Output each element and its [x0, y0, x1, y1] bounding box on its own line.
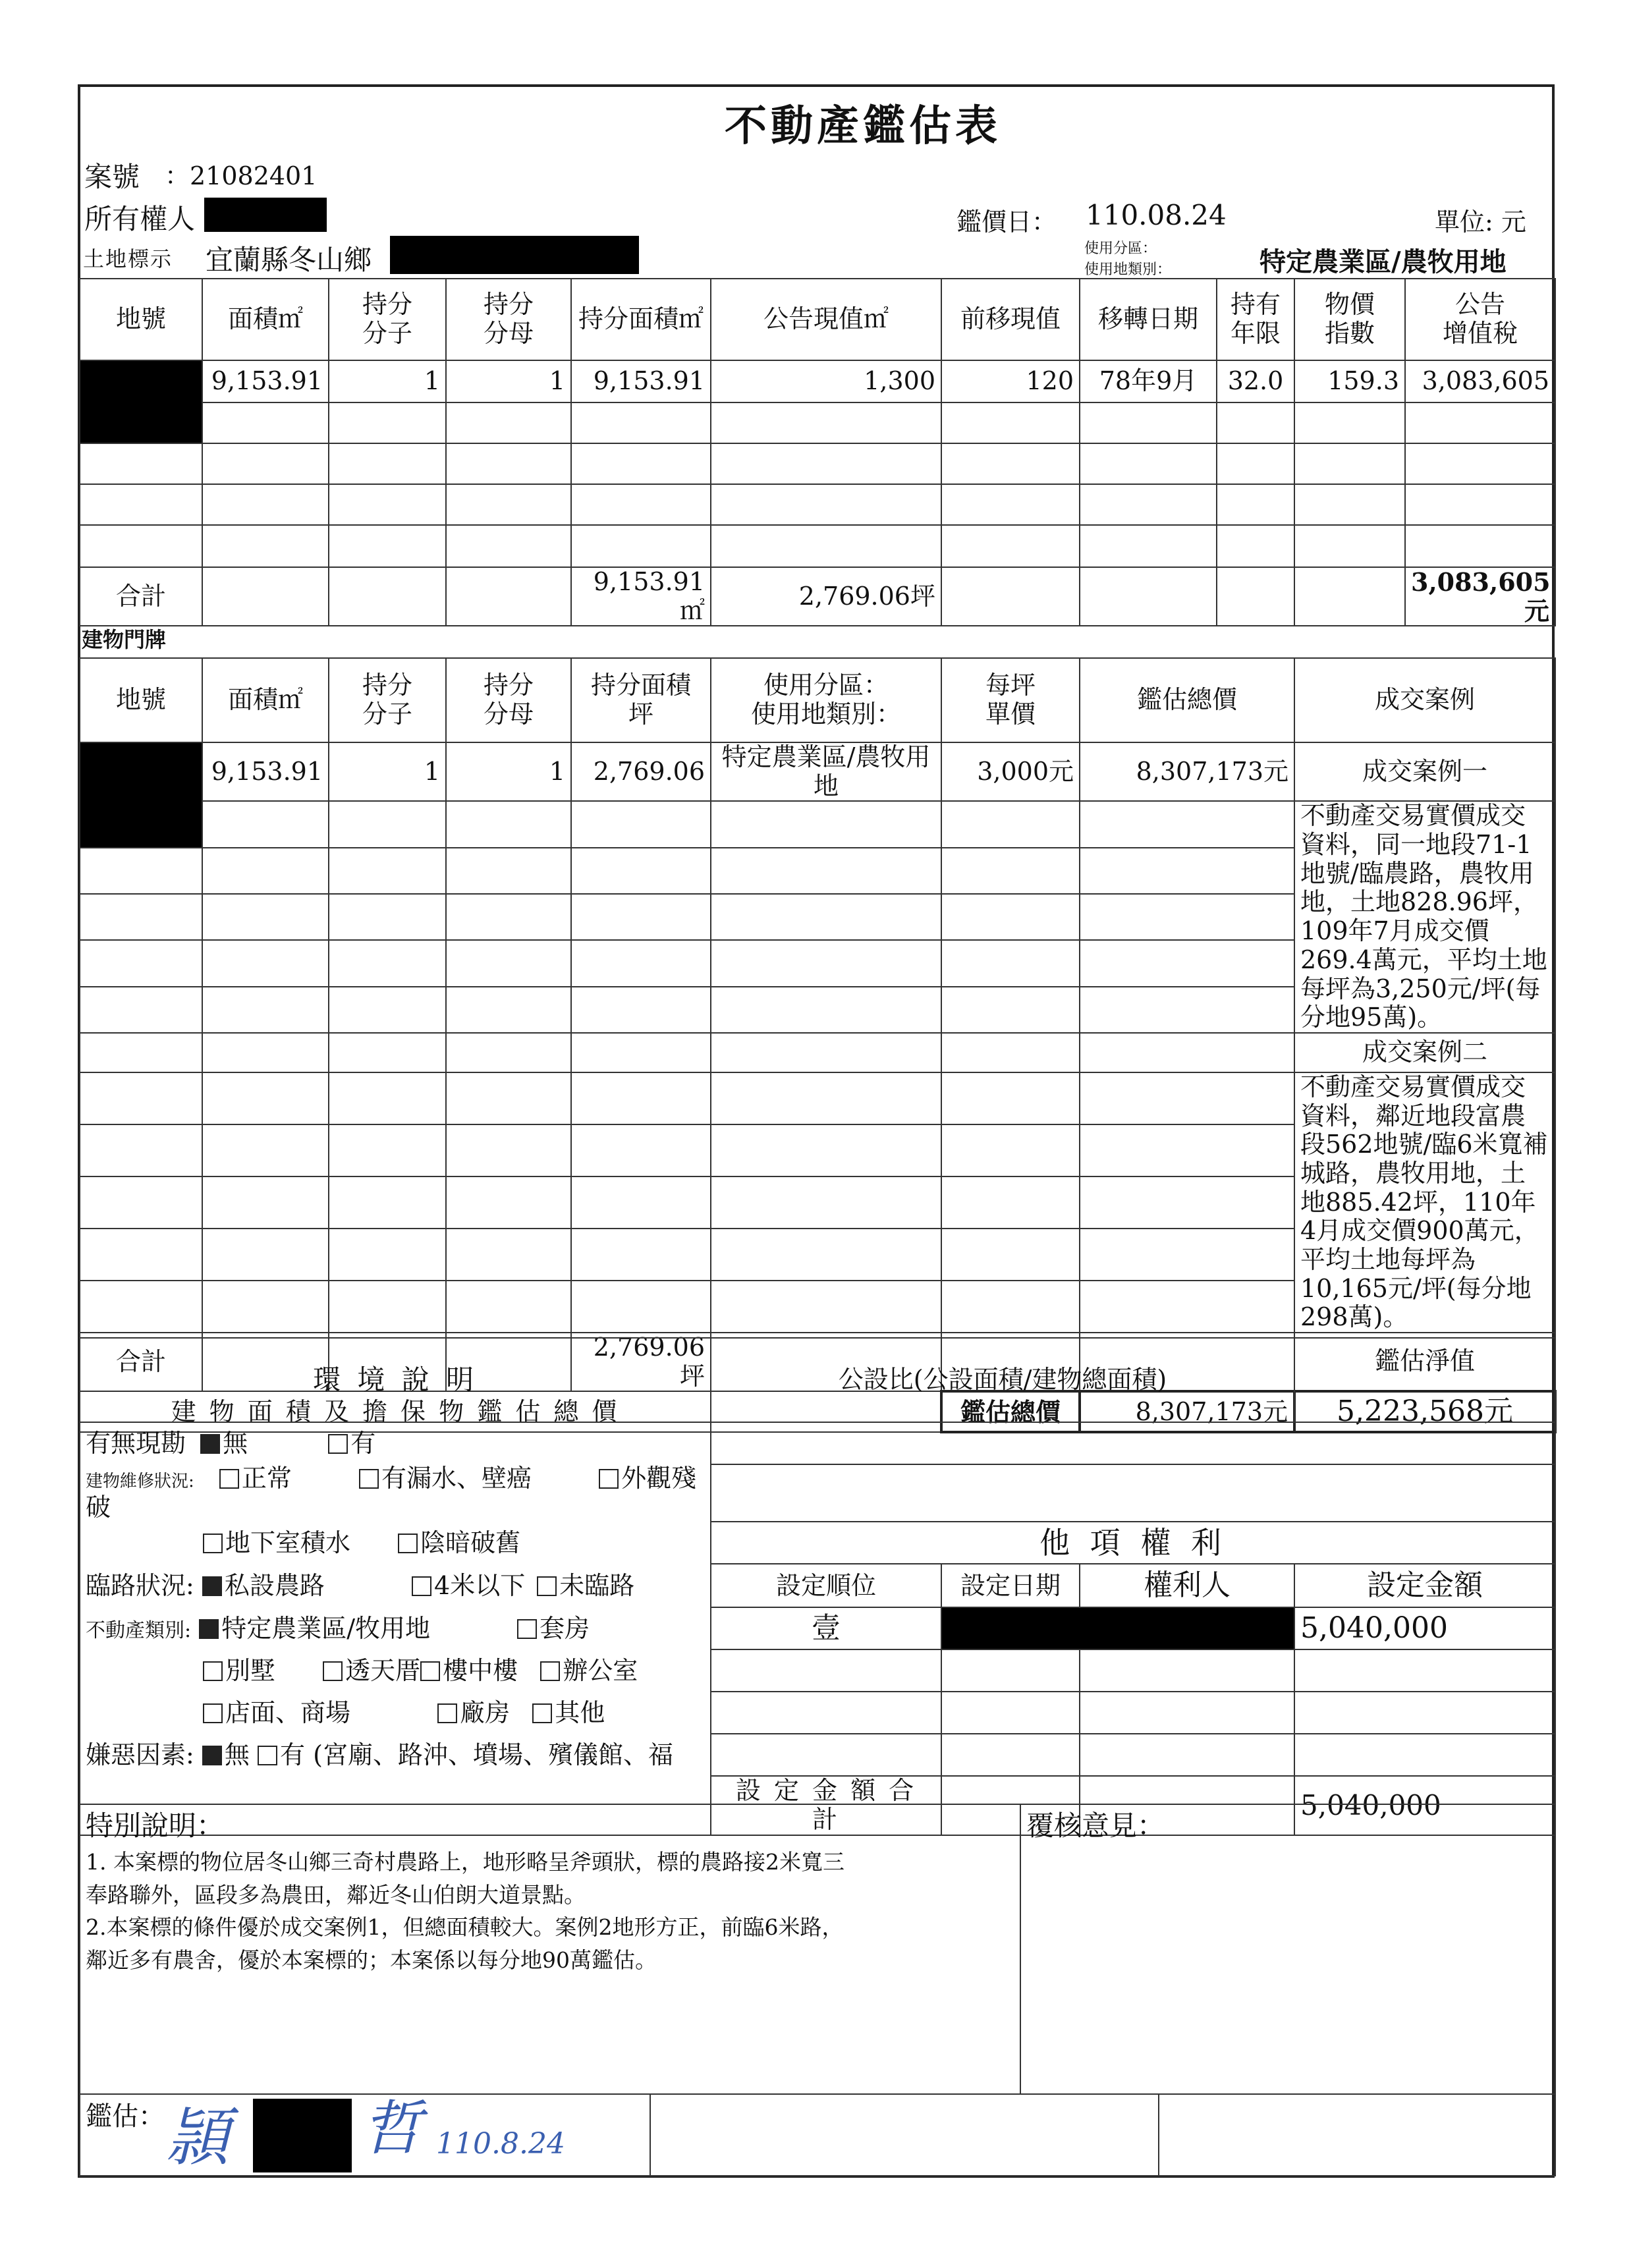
bld-header-total: 鑑估總價: [1080, 658, 1294, 742]
bld-header-lot: 地號: [80, 658, 202, 742]
case1-text: 不動產交易實價成交資料，同一地段71-1地號/臨農路，農牧用地，土地828.96坪，109年7月成交價269.4萬元，平均土地每坪為3,250元/坪(每分地95萬)。: [1294, 801, 1555, 1033]
land-header-announced: 公告現值㎡: [711, 279, 941, 360]
checkbox[interactable]: [203, 1703, 223, 1723]
checkbox[interactable]: [323, 1661, 343, 1681]
case-label: 案號: [84, 161, 140, 193]
bld-header-unit-price: 每坪 單價: [941, 658, 1080, 742]
land-header-transfer-date: 移轉日期: [1080, 279, 1217, 360]
checkbox[interactable]: [219, 1469, 239, 1489]
owner-redaction: [204, 198, 327, 232]
road-opt-4m: 4米以下: [434, 1570, 526, 1600]
public-ratio-label: 公設比(公設面積/建物總面積): [711, 1338, 1294, 1422]
bld-cell-area: 9,153.91: [202, 742, 329, 801]
rights-title: 他 項 權 利: [711, 1522, 1555, 1564]
land-header-share-area: 持分面積㎡: [571, 279, 711, 360]
rights-header-date: 設定日期: [941, 1564, 1080, 1607]
land-label: 土地標示: [83, 246, 173, 271]
nuisance-label: 嫌惡因素:: [86, 1740, 194, 1769]
checkbox[interactable]: [537, 1576, 557, 1596]
land-lot-redaction-2: [80, 402, 202, 443]
bld-header-share-num: 持分 分子: [329, 658, 446, 742]
bld-header-share-den: 持分 分母: [446, 658, 571, 742]
notes-line-3: 2.本案標的條件優於成交案例1，但總面積較大。案例2地形方正，前臨6米路，: [86, 1914, 844, 1941]
bld-total-label: 合計: [80, 1333, 202, 1391]
land-header-lot: 地號: [80, 279, 202, 360]
occupancy-opt-none: 無: [223, 1428, 248, 1458]
nuisance-note: (宮廟、路沖、墳場、殯儀館、福: [313, 1740, 673, 1769]
land-cell-tax: 3,083,605: [1405, 360, 1555, 402]
land-total-tax: 3,083,605元: [1405, 567, 1555, 626]
checkbox[interactable]: [420, 1661, 440, 1681]
land-cell-prev-value: 120: [941, 360, 1080, 402]
rights-holder-redaction: [941, 1607, 1294, 1649]
unit-label: 單位: 元: [1435, 207, 1526, 236]
checkbox-checked[interactable]: [199, 1619, 219, 1639]
nuisance-opt-none: 無: [224, 1740, 250, 1769]
bld-cell-total: 8,307,173元: [1080, 742, 1294, 801]
land-header-index: 物價 指數: [1294, 279, 1405, 360]
land-header-share-den: 持分 分母: [446, 279, 571, 360]
notes-title: 特別說明：: [86, 1810, 225, 1842]
document-title: 不動產鑑估表: [725, 101, 1001, 151]
bld-cell-zone: 特定農業區/農牧用地: [711, 742, 941, 801]
rights-cell-order: 壹: [711, 1607, 941, 1649]
checkbox[interactable]: [359, 1469, 379, 1489]
maint-opt-basement: 地下室積水: [225, 1528, 351, 1557]
checkbox-checked[interactable]: [202, 1576, 222, 1596]
maint-row-2: [80, 1522, 711, 1564]
signature-cell: [80, 2094, 650, 2176]
maint-opt-dark: 陰暗破舊: [420, 1528, 521, 1557]
review-label: 覆核意見：: [1026, 1810, 1165, 1842]
checkbox[interactable]: [203, 1534, 223, 1553]
maint-opt-leak: 有漏水、壁癌: [381, 1464, 532, 1493]
road-opt-none: 未臨路: [559, 1570, 635, 1600]
type-opt-shop: 店面、商場: [225, 1698, 351, 1727]
road-label: 臨路狀況:: [86, 1570, 194, 1600]
type-opt-loft: 樓中樓: [443, 1655, 518, 1685]
land-header-years: 持有 年限: [1217, 279, 1294, 360]
rights-cell-amount: 5,040,000: [1294, 1607, 1555, 1649]
grand-total-label: 鑑估總價: [941, 1391, 1080, 1432]
checkbox[interactable]: [532, 1703, 552, 1723]
land-location-redaction: [390, 236, 639, 274]
type-opt-other: 其他: [555, 1698, 605, 1727]
notes-table: [79, 1804, 1556, 2176]
zone-label-1: 使用分區：: [1084, 240, 1157, 257]
bld-header-zone: 使用分區： 使用地類別：: [711, 658, 941, 742]
checkbox[interactable]: [517, 1619, 537, 1639]
checkbox[interactable]: [412, 1576, 431, 1596]
notes-line-4: 鄰近多有農舍，優於本案標的；本案係以每分地90萬鑑估。: [86, 1947, 657, 1973]
case2-text: 不動產交易實價成交資料，鄰近地段富農段562地號/臨6米寬補城路，農牧用地，土地885.42坪，110年4月成交價900萬元，平均土地每坪為10,165元/坪(每分地298萬)。: [1294, 1072, 1555, 1333]
building-label: 建物門牌: [82, 627, 167, 652]
land-cell-share-area: 9,153.91: [571, 360, 711, 402]
rights-total-label: 設 定 金 額 合 計: [711, 1776, 941, 1835]
summary-label: 建 物 面 積 及 擔 保 物 鑑 估 總 價: [80, 1391, 711, 1432]
land-cell-transfer-date: 78年9月: [1080, 360, 1217, 402]
special-notes: [80, 1804, 1020, 2094]
bld-total-ping: 2,769.06坪: [571, 1333, 711, 1391]
occupancy-label: 有無現勘: [86, 1428, 186, 1458]
nuisance-opt-yes: 有: [280, 1740, 306, 1769]
occupancy-row: [80, 1422, 711, 1464]
building-table: [79, 657, 1557, 1433]
checkbox[interactable]: [258, 1746, 277, 1765]
review-comments: [1020, 1804, 1555, 2094]
owner-label: 所有權人: [84, 203, 196, 235]
case1-title: 成交案例一: [1294, 742, 1555, 801]
appraisal-date-label: 鑑價日：: [956, 207, 1057, 236]
type-opt-townhouse: 透天厝: [345, 1655, 421, 1685]
land-cell-announced: 1,300: [711, 360, 941, 402]
net-value: 5,223,568元: [1294, 1391, 1555, 1432]
env-title: 環 境 說 明: [80, 1338, 711, 1422]
bld-cell-unit-price: 3,000元: [941, 742, 1080, 801]
rights-header-holder: 權利人: [1080, 1564, 1294, 1607]
land-header-prev-value: 前移現值: [941, 279, 1080, 360]
bld-lot-redaction-2: [80, 801, 202, 847]
signature-handwriting-2: 哲: [362, 2094, 422, 2163]
checkbox[interactable]: [328, 1434, 348, 1454]
zone-label-2: 使用地類別：: [1084, 262, 1172, 278]
zone-value: 特定農業區/農牧用地: [1259, 246, 1507, 277]
bld-cell-share-area: 2,769.06: [571, 742, 711, 801]
land-lot-redaction: [80, 360, 202, 402]
checkbox[interactable]: [203, 1661, 223, 1681]
type-opt-suite: 套房: [540, 1613, 590, 1643]
land-cell-area: 9,153.91: [202, 360, 329, 402]
land-total-area: 9,153.91㎡: [571, 567, 711, 626]
env-rights-table: [79, 1337, 1556, 1836]
bld-cell-share-den: 1: [446, 742, 571, 801]
checkbox[interactable]: [437, 1703, 457, 1723]
land-cell-years: 32.0: [1217, 360, 1294, 402]
land-header-share-num: 持分 分子: [329, 279, 446, 360]
type-opt-farm: 特定農業區/牧用地: [221, 1613, 431, 1643]
land-total-label: 合計: [80, 567, 202, 626]
bld-header-share-area: 持分面積 坪: [571, 658, 711, 742]
nuisance-row: [80, 1734, 711, 1776]
grand-total-value: 8,307,173元: [1080, 1391, 1294, 1432]
notes-line-1: 1. 本案標的物位居冬山鄉三奇村農路上，地形略呈斧頭狀，標的農路接2米寬三: [86, 1849, 844, 1875]
net-value-label: 鑑估淨值: [1294, 1333, 1555, 1391]
road-opt-private: 私設農路: [224, 1570, 325, 1600]
land-cell-share-den: 1: [446, 360, 571, 402]
case-number: ：21082401: [165, 161, 318, 190]
bld-header-area: 面積㎡: [202, 658, 329, 742]
maint-opt-normal: 正常: [241, 1464, 292, 1493]
checkbox[interactable]: [398, 1534, 418, 1553]
type-opt-villa: 別墅: [225, 1655, 276, 1685]
type-opt-factory: 廠房: [460, 1698, 511, 1727]
appraisal-date: 110.08.24: [1086, 199, 1227, 231]
land-cell-index: 159.3: [1294, 360, 1405, 402]
rights-header-order: 設定順位: [711, 1564, 941, 1607]
signature-handwriting: 頴: [166, 2101, 229, 2174]
rights-total-value: 5,040,000: [1294, 1776, 1555, 1835]
signature-date: 110.8.24: [436, 2127, 565, 2161]
checkbox[interactable]: [540, 1661, 560, 1681]
land-location: 宜蘭縣冬山鄉: [206, 244, 372, 276]
checkbox[interactable]: [599, 1469, 619, 1489]
signature-label: 鑑估：: [86, 2101, 165, 2132]
maint-row: [80, 1464, 711, 1522]
maint-opt-worn: 外觀殘破: [86, 1464, 697, 1522]
land-table: [79, 278, 1556, 626]
type-opt-office: 辦公室: [563, 1655, 638, 1685]
type-row-2: [80, 1649, 711, 1692]
checkbox-checked[interactable]: [202, 1746, 222, 1765]
bld-cell-share-num: 1: [329, 742, 446, 801]
checkbox-checked[interactable]: [200, 1434, 220, 1454]
type-row: [80, 1607, 711, 1649]
type-row-3: [80, 1692, 711, 1734]
notes-line-2: 奉路聯外，區段多為農田，鄰近冬山伯朗大道景點。: [86, 1881, 586, 1908]
case2-title: 成交案例二: [1294, 1033, 1555, 1072]
occupancy-opt-yes: 有: [350, 1428, 376, 1458]
road-row: [80, 1564, 711, 1607]
maint-label: 建物維修狀況:: [86, 1472, 194, 1491]
land-total-ping: 2,769.06坪: [711, 567, 941, 626]
land-header-area: 面積㎡: [202, 279, 329, 360]
bld-lot-redaction: [80, 742, 202, 801]
rights-header-amount: 設定金額: [1294, 1564, 1555, 1607]
land-cell-share-num: 1: [329, 360, 446, 402]
bld-header-cases: 成交案例: [1294, 658, 1555, 742]
land-header-tax: 公告 增值稅: [1405, 279, 1555, 360]
signature-redaction: [253, 2099, 352, 2172]
type-label: 不動產類別:: [86, 1618, 192, 1642]
